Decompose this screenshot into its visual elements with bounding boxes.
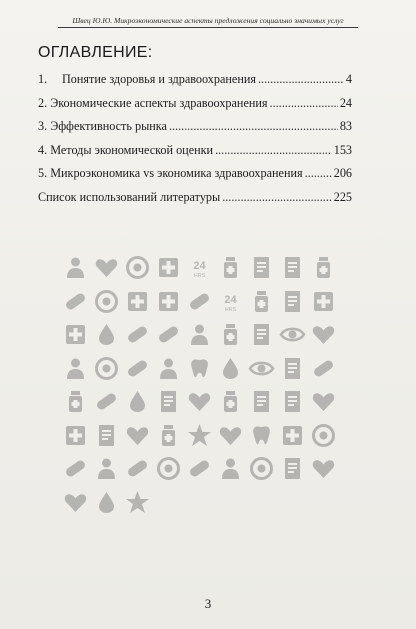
ribbon-icon: [217, 355, 244, 382]
toc-entry-number: 4.: [38, 142, 48, 157]
apple-icon: [217, 422, 244, 449]
ambulance-icon: [310, 288, 337, 315]
patient-icon: [186, 321, 213, 348]
bandage-roll-icon: [310, 422, 337, 449]
monitor-icon: [279, 455, 306, 482]
blood-drop-icon: [93, 321, 120, 348]
crutches-icon: [310, 355, 337, 382]
pills-icon: [124, 321, 151, 348]
scales-icon: [248, 455, 275, 482]
doctor-icon: [62, 254, 89, 281]
toc-leader-dots: [270, 96, 338, 110]
toc-entry-page: 225: [333, 189, 352, 204]
toc-entry-number: 1.: [38, 72, 48, 86]
disabled-sign-icon: [93, 288, 120, 315]
toc-entry-page: 24: [339, 95, 352, 110]
medicine-box-icon: [155, 422, 182, 449]
first-aid-icon: [124, 288, 151, 315]
bandage-icon: [124, 355, 151, 382]
running-header: Швец Ю.Ю. Микроэкономические аспекты предложения социально значимых услуг: [58, 16, 358, 28]
lungs-icon: [310, 321, 337, 348]
crutch-icon: [62, 455, 89, 482]
toc-entry-title: Микроэкономика vs экономика здравоохранения: [50, 166, 303, 180]
svg-text:HRS: HRS: [193, 273, 206, 279]
pills-bottle-icon: [217, 388, 244, 415]
toc-entry-title: Понятие здоровья и здравоохранения: [62, 72, 256, 86]
running-man-icon: [217, 455, 244, 482]
toc-leader-dots: [222, 190, 332, 204]
hospital-bed-icon: [248, 254, 275, 281]
tooth-icon: [186, 355, 213, 382]
pregnant-icon: [155, 355, 182, 382]
toc-leader-dots: [169, 119, 338, 133]
calendar-icon: [248, 388, 275, 415]
medical-star-icon: [124, 489, 151, 516]
table-of-contents: [38, 72, 352, 213]
lungs-icon: [310, 388, 337, 415]
medical-list-icon: [93, 422, 120, 449]
svg-text:24: 24: [193, 260, 206, 272]
surgeon-icon: [93, 455, 120, 482]
toc-entry-number: 5.: [38, 166, 48, 180]
nurse-icon: [62, 355, 89, 382]
thermometer-icon: [124, 455, 151, 482]
walking-stick-icon: [186, 455, 213, 482]
dna-icon: [62, 288, 89, 315]
toc-entry-5[interactable]: [38, 166, 352, 190]
medicine-bottle-icon: [217, 321, 244, 348]
stretcher-icon: [279, 355, 306, 382]
xray-icon: [248, 321, 275, 348]
toc-entry-2[interactable]: [38, 96, 352, 120]
dropper-icon: [124, 388, 151, 415]
toc-entry-title: Эффективность рынка: [50, 119, 167, 133]
svg-text:HRS: HRS: [224, 306, 237, 313]
first-aid-kit-icon: [155, 288, 182, 315]
toc-leader-dots: [305, 166, 332, 180]
hospital-cross-icon: [62, 321, 89, 348]
toc-heading: ОГЛАВЛЕНИЕ:: [38, 44, 153, 61]
helicopter-icon: [93, 355, 120, 382]
mortar-pestle-icon: [62, 388, 89, 415]
patient-chart-icon: [279, 388, 306, 415]
toc-entry-title: Методы экономической оценки: [50, 142, 214, 157]
price-tag-icon: [155, 388, 182, 415]
glasses-icon: [248, 355, 275, 382]
toc-entry-4[interactable]: [38, 143, 352, 167]
shield-cross-icon: [62, 422, 89, 449]
medical-icons-grid: [62, 254, 337, 516]
heart-monitor-icon: [124, 422, 151, 449]
toc-entry-page: 153: [333, 142, 352, 157]
microscope-icon: [310, 254, 337, 281]
toc-entry-title: Экономические аспекты здравоохранения: [50, 95, 268, 110]
toc-entry-page: 206: [333, 166, 352, 180]
kidney-icon: [93, 489, 120, 516]
toc-entry-1[interactable]: [38, 72, 352, 96]
hours-24-icon: [186, 254, 213, 281]
medical-chart-icon: [279, 254, 306, 281]
capsule-icon: [93, 388, 120, 415]
toc-leader-dots: [215, 143, 332, 157]
flask-icon: [248, 288, 275, 315]
syringe-icon: [155, 321, 182, 348]
toc-entry-page: 83: [339, 119, 352, 133]
heart-hands-icon: [62, 489, 89, 516]
toc-leader-dots: [258, 72, 344, 86]
toc-entry-number: 2.: [38, 95, 48, 110]
hospital-icon: [279, 422, 306, 449]
eye-icon: [279, 321, 306, 348]
uterus-icon: [186, 388, 213, 415]
toc-entry-number: 3.: [38, 119, 48, 133]
phone-icon: [186, 288, 213, 315]
caduceus-icon: [186, 422, 213, 449]
page-number: 3: [204, 596, 212, 611]
wheelchair-icon: [124, 254, 151, 281]
hospital-building-icon: [155, 254, 182, 281]
toc-entry-page: 4: [345, 72, 352, 86]
cardiogram-icon: [310, 455, 337, 482]
test-tubes-icon: [217, 254, 244, 281]
clipboard-icon: [279, 288, 306, 315]
svg-text:24: 24: [224, 293, 237, 306]
toc-entry-3[interactable]: [38, 119, 352, 143]
hours-24-icon: [217, 288, 244, 315]
tooth-icon: [248, 422, 275, 449]
heart-pulse-icon: [93, 254, 120, 281]
toc-entry-6[interactable]: [38, 190, 352, 214]
virus-icon: [155, 455, 182, 482]
toc-entry-title: Список использований литературы: [38, 189, 221, 204]
